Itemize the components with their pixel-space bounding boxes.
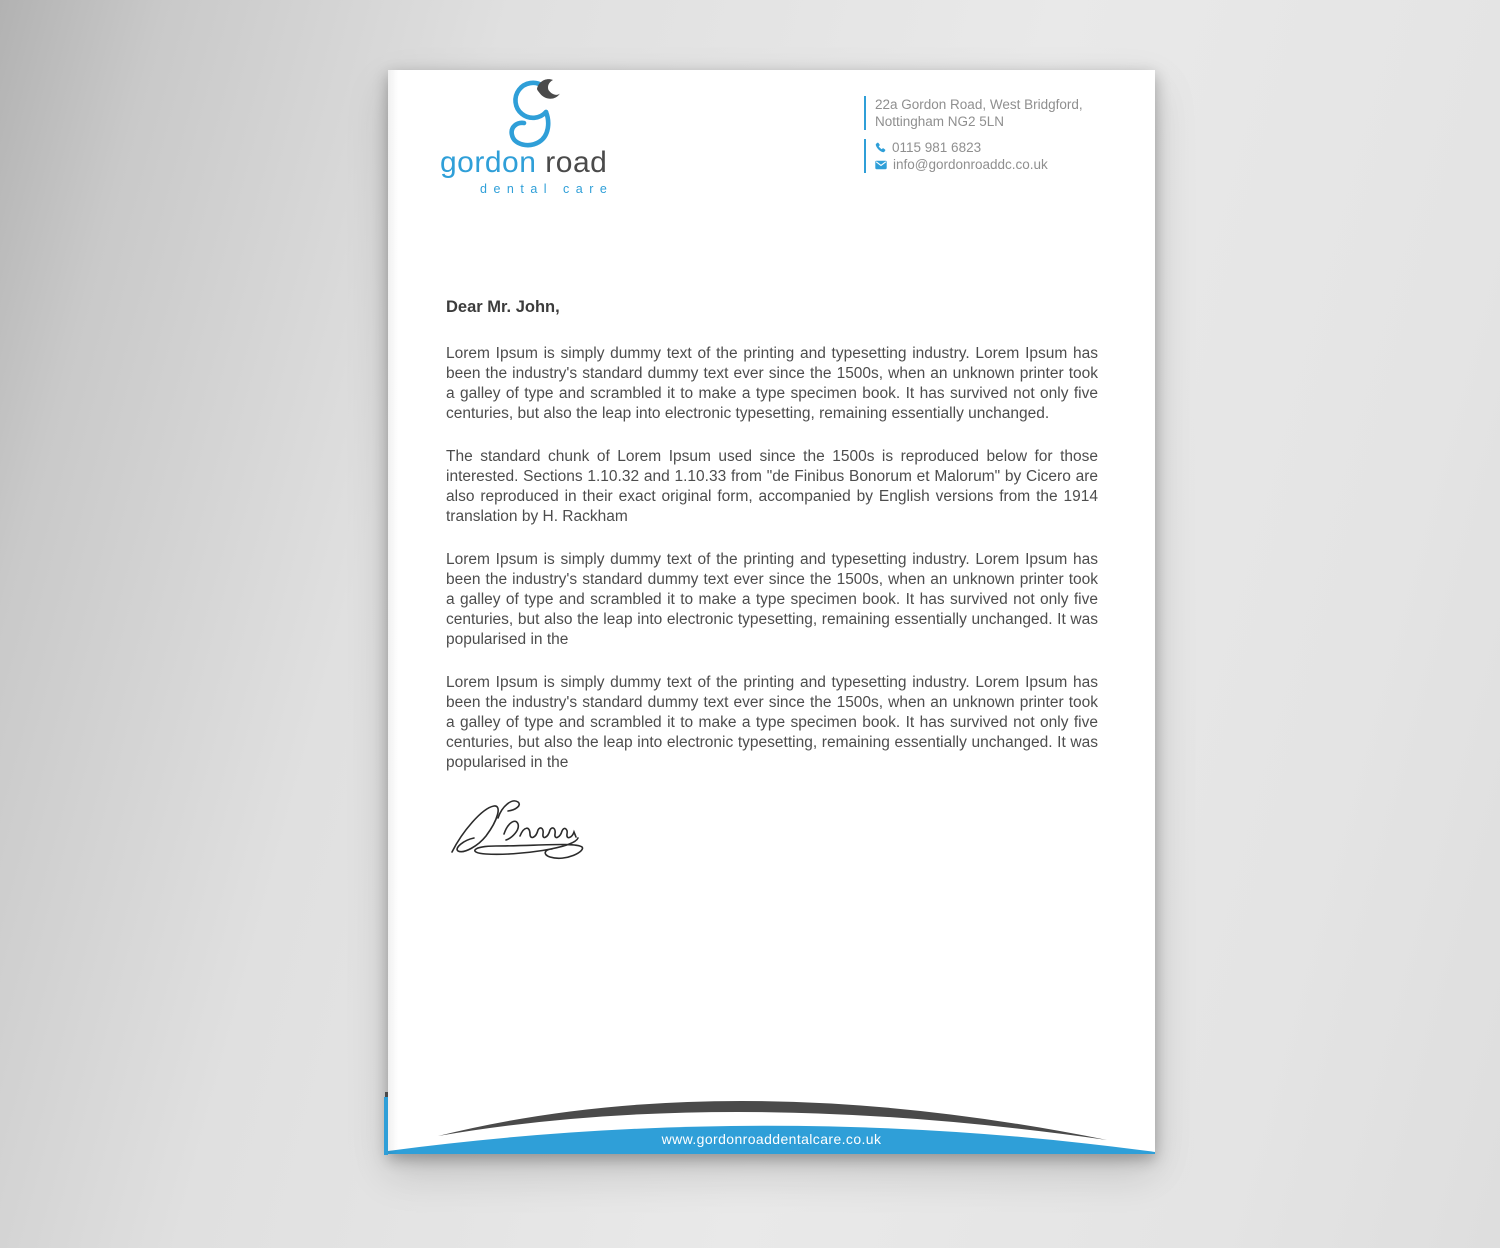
letter-paragraph-1: Lorem Ipsum is simply dummy text of the printing and typesetting industry. Lorem Ipsum has been the industry's standard dummy text ever since the 1500s, when an unknown printer took a galley of type and scrambled it to make a type specimen book. It has survived not only five centuries, but also the leap into electronic typesetting, remaining essentially unchanged. xyxy=(446,345,1098,422)
letterhead-page xyxy=(388,70,1155,1154)
logo-word-road: road xyxy=(545,146,608,179)
email-icon xyxy=(875,160,887,170)
logo-g-icon xyxy=(504,78,564,156)
page-edge-blue-sliver xyxy=(384,1097,388,1155)
address-line-1: 22a Gordon Road, West Bridgford, xyxy=(875,97,1083,112)
letter-greeting: Dear Mr. John, xyxy=(446,298,560,316)
letter-paragraph-3: Lorem Ipsum is simply dummy text of the printing and typesetting industry. Lorem Ipsum has been the industry's standard dummy text ever since the 1500s, when an unknown printer took a galley of type and scrambled it to make a type specimen book. It has survived not only five centuries, but also the leap into electronic typesetting, remaining essentially unchanged. It was popularised in the xyxy=(446,551,1098,648)
contact-block xyxy=(864,96,1114,182)
letter-paragraph-2: The standard chunk of Lorem Ipsum used since the 1500s is reproduced below for those interested. Sections 1.10.32 and 1.10.33 from "de Finibus Bonorum et Malorum" by Cicero are also reproduced in their exact original form, accompanied by English versions from the 1914 translation by H. Rackham xyxy=(446,448,1098,525)
phone-number: 0115 981 6823 xyxy=(892,140,982,155)
phone-icon xyxy=(875,142,886,153)
signature-image xyxy=(448,796,598,872)
letter-body xyxy=(446,298,1098,872)
letter-paragraph-4: Lorem Ipsum is simply dummy text of the printing and typesetting industry. Lorem Ipsum has been the industry's standard dummy text ever since the 1500s, when an unknown printer took a galley of type and scrambled it to make a type specimen book. It has survived not only five centuries, but also the leap into electronic typesetting, remaining essentially unchanged. It was popularised in the xyxy=(446,674,1098,771)
phone-email-block xyxy=(864,139,1114,173)
email-address: info@gordonroaddc.co.uk xyxy=(893,157,1048,172)
logo-word-gordon: gordon xyxy=(440,146,537,179)
address-block xyxy=(864,96,1114,130)
website-url: www.gordonroaddentalcare.co.uk xyxy=(661,1131,882,1147)
address-line-2: Nottingham NG2 5LN xyxy=(875,114,1005,129)
logo-wordmark xyxy=(440,146,620,180)
logo-tagline: dental care xyxy=(480,182,614,196)
page-edge-gray-dot xyxy=(385,1092,388,1097)
